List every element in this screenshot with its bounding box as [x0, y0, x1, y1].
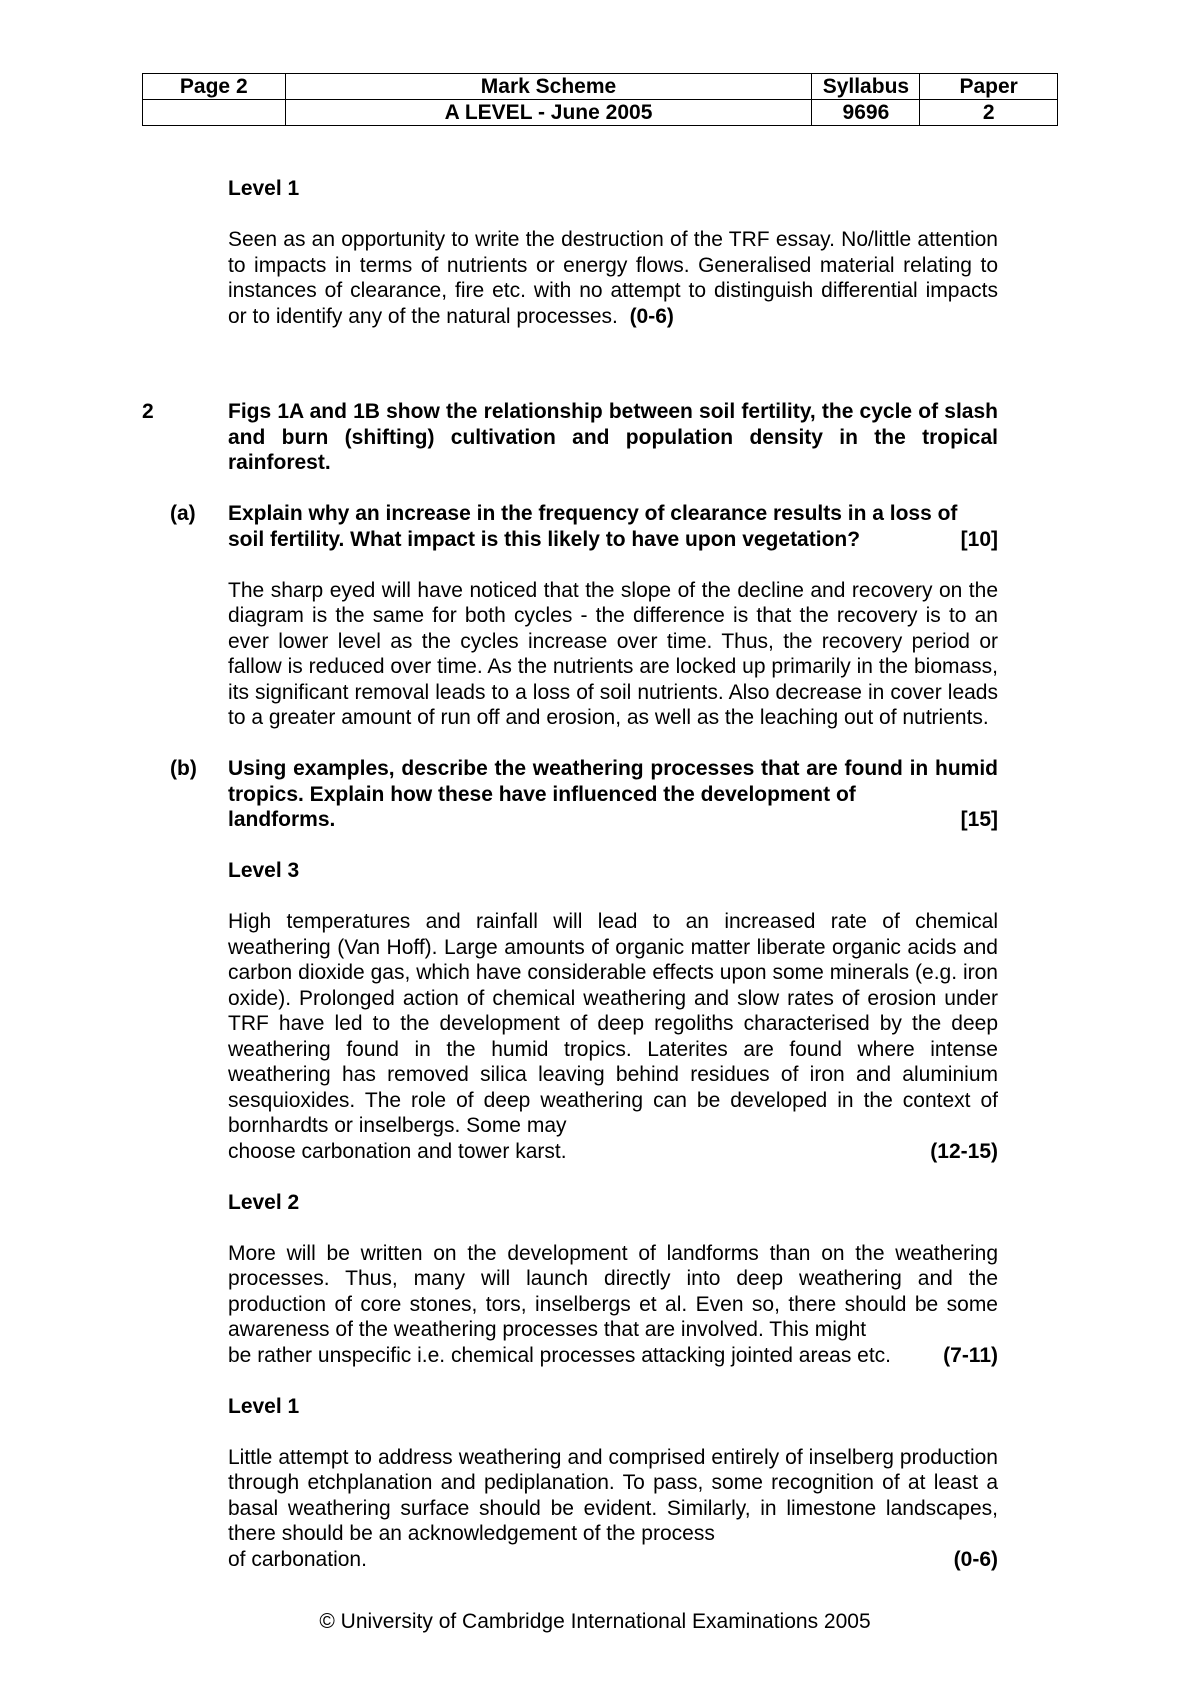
question-number: 2 [142, 400, 154, 423]
paper-label-cell: Paper [920, 74, 1058, 100]
question-2 [142, 399, 998, 476]
syllabus-label-cell: Syllabus [812, 74, 920, 100]
part-a-question [170, 501, 998, 552]
part-a-mark: [10] [960, 527, 998, 551]
paper-number-cell: 2 [920, 100, 1058, 126]
level-3-mark: (12-15) [930, 1139, 998, 1163]
level-1-text: Little attempt to address weathering and comprised entirely of inselberg production through etchplanation and pediplanation. To pass, some recognition of at least a basal weathering surface should be evident. Similarly, in limestone landscapes, there should be an acknowledgement of the process [228, 1445, 998, 1545]
document-body [142, 176, 998, 1572]
level-2-heading: Level 2 [228, 1190, 300, 1214]
intro-mark: (0-6) [629, 304, 674, 328]
part-b-label: (b) [170, 757, 197, 780]
exam-cell: A LEVEL - June 2005 [285, 100, 812, 126]
level-1-last-line: of carbonation. [228, 1547, 367, 1571]
level-1-heading: Level 1 [228, 1394, 300, 1418]
syllabus-code-cell: 9696 [812, 100, 920, 126]
intro-text: Seen as an opportunity to write the destruction of the TRF essay. No/little attention to impacts in terms of nutrients or energy flows. Generalised material relating to instances of clearance, fire etc. with no attempt to distinguish differential impacts or to identify any of the natural processes. [228, 228, 998, 328]
question-text: Figs 1A and 1B show the relationship between soil fertility, the cycle of slash and burn (shifting) cultivation and population density in the tropical rainforest. [228, 400, 998, 474]
level-3-heading: Level 3 [228, 859, 300, 882]
level-2-mark: (7-11) [943, 1343, 998, 1367]
part-a-line1: Explain why an increase in the frequency of clearance results in a loss of [228, 502, 958, 525]
part-b-mark: [15] [960, 808, 998, 831]
title-cell: Mark Scheme [285, 74, 812, 100]
header-table [142, 73, 1058, 126]
page-number-cell: Page 2 [143, 74, 286, 100]
copyright-footer: © University of Cambridge International Examinations 2005 [319, 1610, 871, 1633]
part-b-last-line: landforms. [228, 808, 336, 831]
empty-cell [143, 100, 286, 126]
part-b-text: Using examples, describe the weathering processes that are found in humid tropics. Explain how these have influenced the development of [228, 757, 998, 806]
part-a-label: (a) [170, 502, 196, 525]
part-b-question [170, 756, 998, 833]
part-a-line2: soil fertility. What impact is this likely to have upon vegetation? [228, 527, 861, 551]
level-2-text: More will be written on the development of landforms than on the weathering processes. Thus, many will launch directly into deep weathering and the production of core stones, tors, inselbergs et al. Even so, there should be some awareness of the weathering processes that are involved. This might [228, 1241, 998, 1341]
part-a-answer: The sharp eyed will have noticed that the slope of the decline and recovery on the diagram is the same for both cycles - the difference is that the recovery is to an ever lower level as the cycles increase over time. Thus, the recovery period or fallow is reduced over time. As the nutrients are locked up primarily in the biomass, its significant removal leads to a loss of soil nutrients. Also decrease in cover leads to a greater amount of run off and erosion, as well as the leaching out of nutrients. [228, 578, 998, 729]
level-3-text: High temperatures and rainfall will lead to an increased rate of chemical weathering (Van Hoff). Large amounts of organic matter liberate organic acids and carbon dioxide gas, which have considerable effects upon some minerals (e.g. iron oxide). Prolonged action of chemical weathering and slow rates of erosion under TRF have led to the development of deep regoliths characterised by the deep weathering found in the humid tropics. Laterites are found where intense weathering has removed silica leaving behind residues of iron and aluminium sesquioxides. The role of deep weathering can be developed in the context of bornhardts or inselbergs. Some may [228, 910, 998, 1137]
level-1-mark: (0-6) [953, 1547, 998, 1571]
level-3-last-line: choose carbonation and tower karst. [228, 1139, 567, 1163]
intro-level-heading: Level 1 [228, 177, 300, 200]
level-2-last-line: be rather unspecific i.e. chemical processes attacking jointed areas etc. [228, 1343, 892, 1367]
intro-level-text [228, 227, 998, 329]
